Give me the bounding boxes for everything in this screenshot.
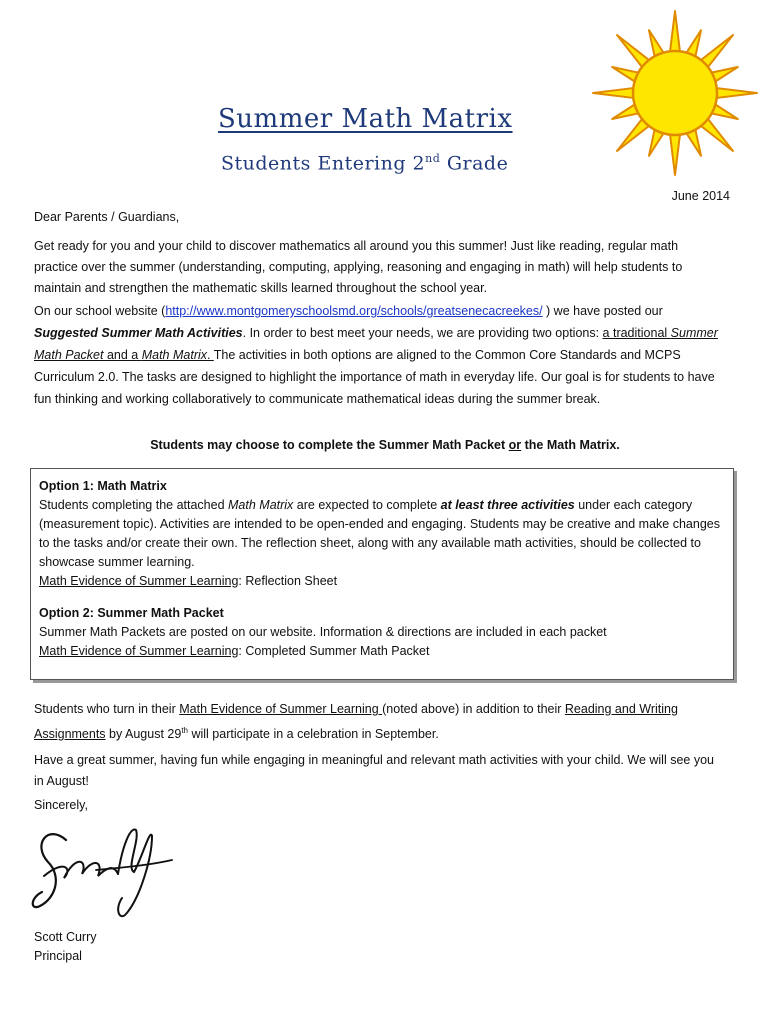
sun-icon <box>590 8 760 178</box>
option2-evidence: Math Evidence of Summer Learning: Completed Summer Math Packet <box>39 644 430 658</box>
signature <box>26 818 176 923</box>
salutation: Dear Parents / Guardians, <box>34 210 180 224</box>
farewell-paragraph: Have a great summer, having fun while engaging in meaningful and relevant math activities with your child. We will see you in August! <box>34 753 714 788</box>
options-box <box>30 468 734 680</box>
letter-date: June 2014 <box>671 189 730 203</box>
page-subtitle: Students Entering 2nd Grade <box>221 152 509 175</box>
sun-ray <box>715 88 757 98</box>
intro-paragraph: Get ready for you and your child to discover mathematics all around you this summer! Just like reading, regular math practice over the summer (understanding, computing, applying, reasoning and engaging in math) will help students to maintain and strengthen the mathematic skills learned throughout the school year. <box>34 239 683 295</box>
school-website-link[interactable]: http://www.montgomeryschoolsmd.org/schools/greatsenecacreekes/ <box>165 304 543 318</box>
sun-ray <box>670 11 680 53</box>
signer-name: Scott Curry <box>34 930 97 944</box>
page-title: Summer Math Matrix <box>218 104 513 134</box>
option1-text: Students completing the attached Math Matrix are expected to complete at least three activities under each category (measurement topic). Activities are intended to be open-ended and engaging. Students may be creative and make changes to the tasks and/or create their own. The reflection sheet, along with any available math activities, should be collected to showcase summer learning. <box>39 498 720 569</box>
option2-title: Option 2: Summer Math Packet <box>39 606 224 620</box>
choose-statement: Students may choose to complete the Summer Math Packet or the Math Matrix. <box>150 438 620 452</box>
sun-ray <box>670 133 680 175</box>
celebration-paragraph: Students who turn in their Math Evidence of Summer Learning (noted above) in addition to their Reading and Writing Assignments by August 29th will participate in a celebration in September. <box>34 702 678 742</box>
option1-evidence: Math Evidence of Summer Learning: Reflection Sheet <box>39 574 338 588</box>
option1-title: Option 1: Math Matrix <box>39 479 167 493</box>
signer-role: Principal <box>34 949 82 963</box>
option2-text: Summer Math Packets are posted on our website. Information & directions are included in each packet <box>39 625 607 639</box>
website-paragraph: On our school website (http://www.montgomeryschoolsmd.org/schools/greatsenecacreekes/ ) we have posted our Suggested Summer Math Activities. In order to best meet your needs, we are providing two options: a traditional Summer Math Packet and a Math Matrix. The activities in both options are aligned to the Common Core Standards and MCPS Curriculum 2.0. The tasks are designed to highlight the importance of math in everyday life. Our goal is for students to have fun thinking and working collaboratively to communicate mathematical ideas during the summer break. <box>34 304 718 406</box>
sun-ray <box>593 88 635 98</box>
sincerely: Sincerely, <box>34 798 88 812</box>
